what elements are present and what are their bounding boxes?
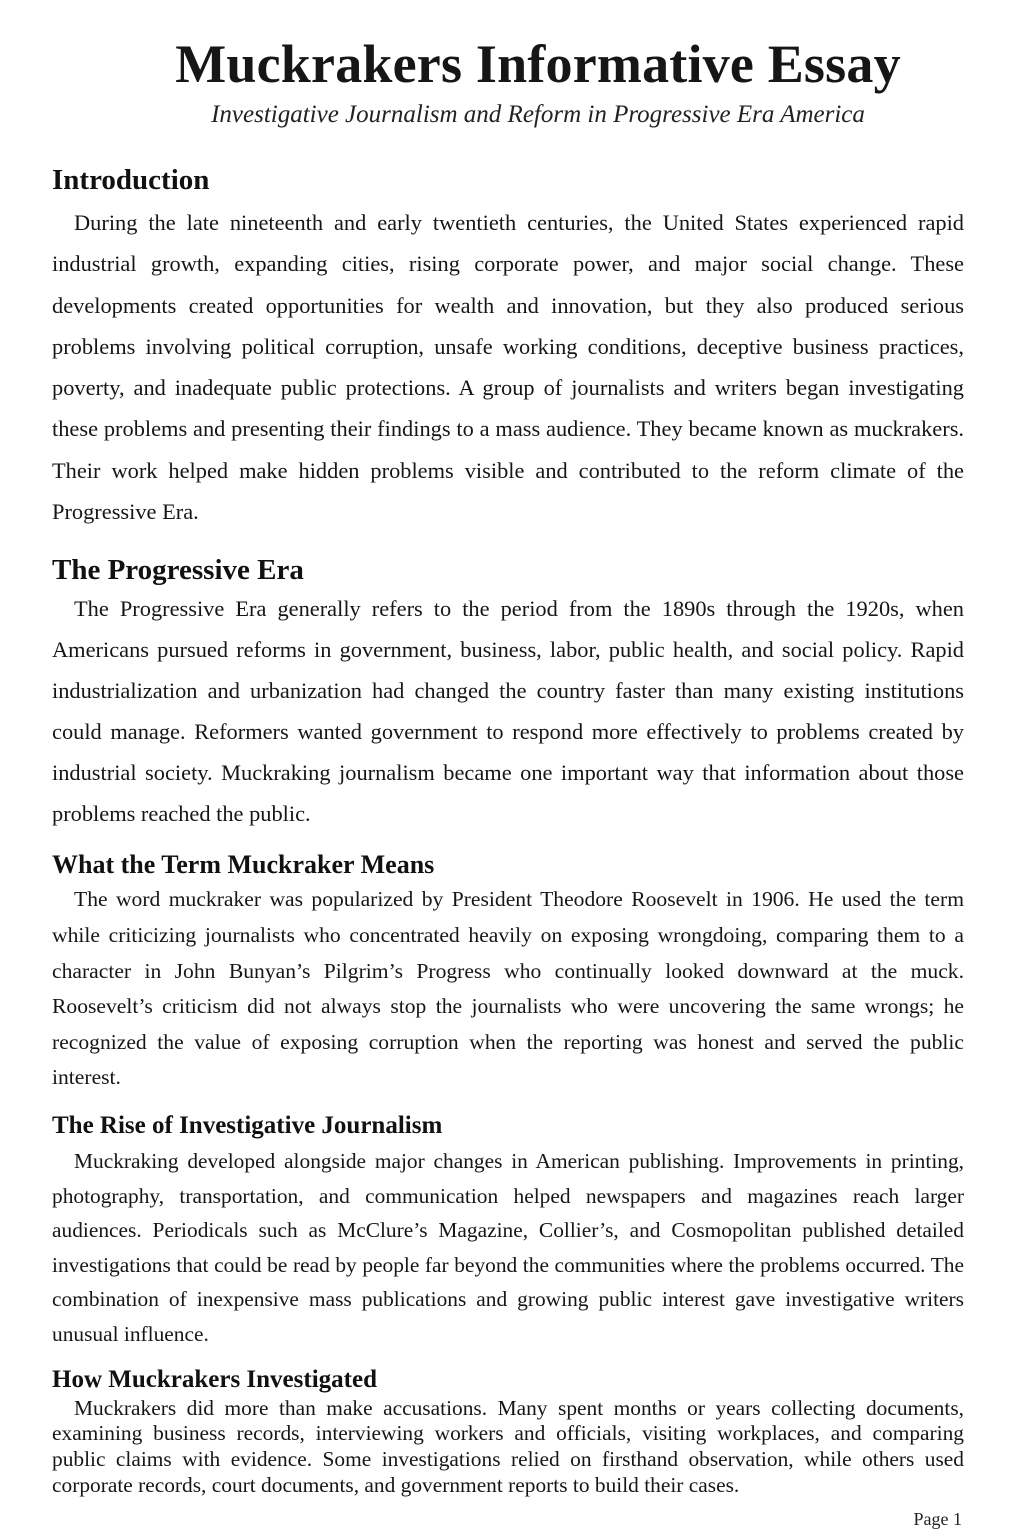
section-rise-of-journalism [52, 1110, 964, 1352]
section-heading: The Progressive Era [52, 554, 304, 587]
section-paragraph: The word muckraker was popularized by President Theodore Roosevelt in 1906. He used the term while criticizing journalists who concentrated heavily on exposing wrongdoing, comparing them to a character in John Bunyan’s Pilgrim’s Progress who continually looked downward at the muck. Roosevelt’s criticism did not always stop the journalists who were uncovering the same wrongs; he recognized the value of exposing corruption when the reporting was honest and served the public interest. [52, 887, 964, 1090]
section-heading: Introduction [52, 164, 210, 196]
section-heading: How Muckrakers Investigated [52, 1365, 377, 1393]
essay-title: Muckrakers Informative Essay [175, 34, 901, 94]
section-paragraph: Muckraking developed alongside major changes in American publishing. Improvements in printing, photography, transportation, and communication helped newspapers and magazines reach larger audiences. Periodicals such as McClure’s Magazine, Collier’s, and Cosmopolitan published detailed investigations that could be read by people far beyond the communities where the problems occurred. The combination of inexpensive mass publications and growing public interest gave investigative writers unusual influence. [52, 1148, 964, 1346]
section-paragraph: The Progressive Era generally refers to the period from the 1890s through the 1920s, when Americans pursued reforms in government, business, labor, public health, and social policy. Rapid industrialization and urbanization had changed the country faster than many existing institutions could manage. Reformers wanted government to respond more effectively to problems created by industrial society. Muckraking journalism became one important way that information about those problems reached the public. [52, 596, 964, 827]
document-page [52, 0, 964, 1499]
section-heading: The Rise of Investigative Journalism [52, 1111, 443, 1139]
section-paragraph: During the late nineteenth and early twentieth centuries, the United States experienced rapid industrial growth, expanding cities, rising corporate power, and major social change. These developments created opportunities for wealth and innovation, but they also produced serious problems involving political corruption, unsafe working conditions, deceptive business practices, poverty, and inadequate public protections. A group of journalists and writers began investigating these problems and presenting their findings to a mass audience. They became known as muckrakers. Their work helped make hidden problems visible and contributed to the reform climate of the Progressive Era. [52, 210, 964, 525]
section-how-investigated [52, 1364, 964, 1499]
essay-subtitle: Investigative Journalism and Reform in Progressive Era America [211, 101, 865, 128]
section-progressive-era [52, 552, 964, 834]
section-paragraph: Muckrakers did more than make accusations. Many spent months or years collecting documents, examining business records, interviewing workers and officials, visiting workplaces, and comparing public claims with evidence. Some investigations relied on firsthand observation, while others used corporate records, court documents, and government reports to build their cases. [52, 1395, 964, 1497]
page-number: Page 1 [913, 1509, 962, 1529]
section-term-meaning [52, 848, 964, 1096]
section-introduction [52, 162, 964, 532]
section-heading: What the Term Muckraker Means [52, 850, 435, 880]
